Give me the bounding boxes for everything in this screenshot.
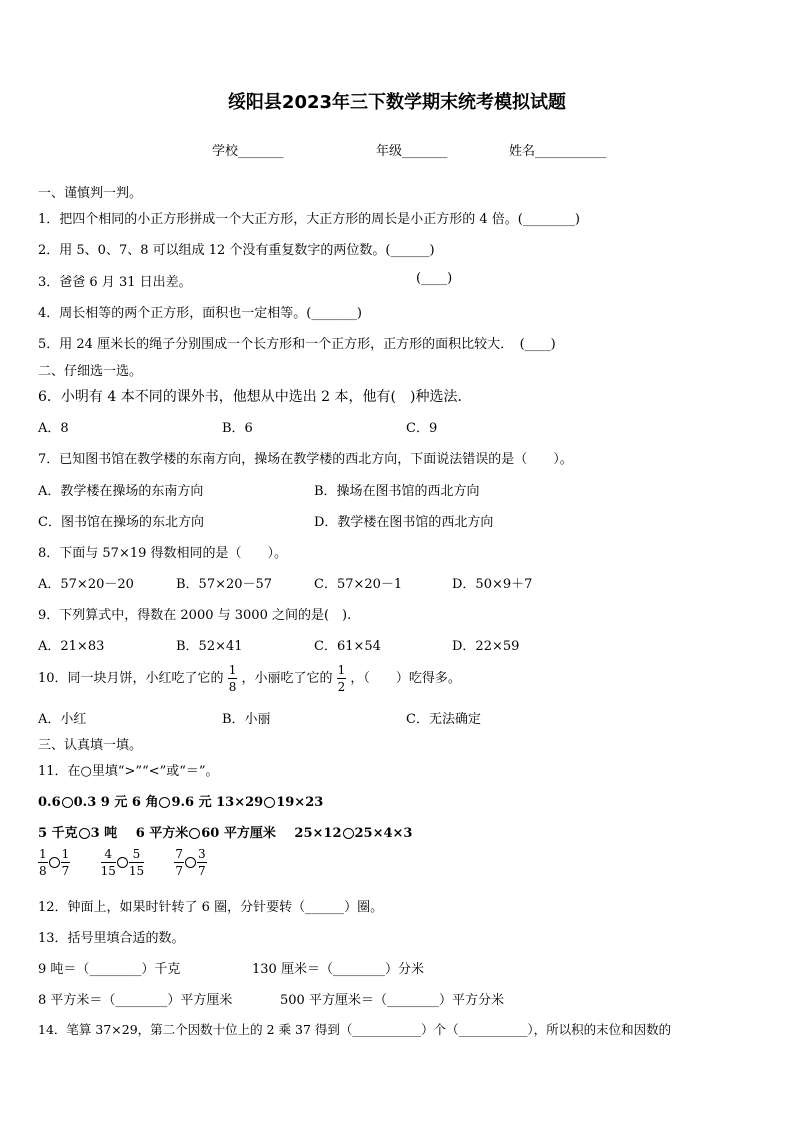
question-7: 7．已知图书馆在教学楼的东南方向，操场在教学楼的西北方向，下面说法错误的是（ ）。 [38,452,573,467]
question-6: 6．小明有 4 本不同的课外书，他想从中选出 2 本，他有( )种选法． [38,389,472,405]
compare-left: 0.6 [38,795,61,810]
compare-right: 0.3 [73,795,97,810]
question-5: 5．用 24 厘米长的绳子分别围成一个长方形和一个正方形，正方形的面积比较大． (____) [38,337,556,352]
question-9: 9．下列算式中，得数在 2000 与 3000 之间的是( ). [38,608,352,623]
compare-right: 19×23 [276,795,324,810]
question-3: 3．爸爸 6 月 31 日出差。 [38,275,192,290]
question-10 [38,664,461,693]
fraction-one-eighth [228,664,238,693]
fraction-denominator: 7 [198,864,206,878]
q13-blank-1: 9 吨＝（________）千克 [38,962,181,977]
page-title: 绥阳县2023年三下数学期末统考模拟试题 [227,92,567,113]
fraction-numerator: 1 [39,847,47,861]
grade-field: 年级_______ [376,144,448,159]
q7-option-c: C．图书馆在操场的东北方向 [38,515,204,530]
question-14: 14．笔算 37×29，第二个因数十位上的 2 乘 37 得到（___________）个（___________），所以积的末位和因数的 [38,1022,672,1037]
school-field: 学校_______ [212,144,284,159]
question-3-blank: (____) [416,271,453,286]
compare-circle [185,857,196,868]
q13-blank-4: 500 平方厘米＝（________）平方分米 [280,993,504,1008]
q9-option-c: C．61×54 [314,639,381,654]
q8-option-a: A．57×20－20 [38,577,134,592]
fraction [197,848,207,877]
compare-circle [264,797,275,808]
q6-option-c: C．9 [406,421,438,436]
q7-option-b: B．操场在图书馆的西北方向 [314,484,480,499]
q8-option-d: D．50×9＋7 [452,577,533,592]
fraction-numerator: 4 [101,848,116,863]
compare-right: 60 平方厘米 [201,826,276,841]
q13-blank-2: 130 厘米＝（________）分米 [252,962,424,977]
fraction [101,848,116,877]
fraction-denominator: 15 [128,864,145,878]
q10-option-a: A．小红 [38,712,87,727]
q6-option-b: B．6 [222,421,253,436]
q7-option-d: D．教学楼在图书馆的西北方向 [314,515,494,530]
q10-text-mid: ，小丽吃了它的 [241,671,333,686]
compare-left: 5 千克 [38,826,78,841]
name-field: 姓名___________ [509,144,607,159]
fraction-numerator: 1 [61,847,70,861]
q13-blank-3: 8 平方米＝（________）平方厘米 [38,993,233,1008]
question-12: 12．钟面上，如果时针转了 6 圈，分针要转（______）圈。 [38,900,384,915]
q9-option-b: B．52×41 [176,639,243,654]
compare-left: 9 元 6 角 [100,795,159,810]
q8-option-b: B．57×20－57 [176,577,273,592]
fraction-denominator: 8 [228,680,237,694]
fraction-denominator: 15 [100,864,116,878]
q6-option-a: A．8 [38,421,69,436]
q11-row-1 [38,791,323,810]
compare-right: 25×4×3 [354,826,413,841]
fraction-denominator: 7 [61,864,70,878]
q10-text-start: 10．同一块月饼，小红吃了它的 [38,671,224,686]
fraction-numerator: 1 [228,663,237,677]
fraction [174,848,184,877]
q10-text-end: ，（ ）吃得多。 [350,671,461,686]
section-heading-3: 三、认真填一填。 [38,738,143,753]
fraction-numerator: 3 [198,847,206,861]
compare-right: 9.6 元 [171,795,212,810]
question-13: 13．括号里填合适的数。 [38,931,185,946]
compare-circle [49,857,60,868]
compare-circle [79,828,90,839]
fraction-denominator: 7 [175,864,184,878]
question-1: 1．把四个相同的小正方形拼成一个大正方形，大正方形的周长是小正方形的 4 倍。(________) [38,212,580,227]
compare-left: 6 平方米 [135,826,189,841]
fraction-numerator: 1 [337,663,346,677]
compare-left: 13×29 [216,795,264,810]
compare-circle [189,828,200,839]
fraction-one-half [337,664,347,693]
compare-left: 25×12 [294,826,342,841]
question-2: 2．用 5、0、7、8 可以组成 12 个没有重复数字的两位数。(______) [38,243,435,258]
question-4: 4．周长相等的两个正方形，面积也一定相等。(_______) [38,306,362,321]
q10-option-c: C．无法确定 [406,712,481,727]
compare-right: 3 吨 [90,826,118,841]
q11-row-2 [38,822,412,841]
fraction-numerator: 7 [175,847,184,861]
compare-circle [343,828,354,839]
q9-option-a: A．21×83 [38,639,105,654]
section-heading-2: 二、仔细选一选。 [38,364,143,379]
fraction-denominator: 2 [337,680,346,694]
fraction [61,848,71,877]
q8-option-c: C．57×20－1 [314,577,403,592]
fraction [129,848,144,877]
q9-option-d: D．22×59 [452,639,520,654]
compare-circle [117,857,128,868]
fraction-numerator: 5 [129,848,144,863]
fraction [38,848,48,877]
question-8: 8．下面与 57×19 得数相同的是（ ）。 [38,546,288,561]
q10-option-b: B．小丽 [222,712,271,727]
compare-circle [62,797,73,808]
compare-circle [159,797,170,808]
q7-option-a: A．教学楼在操场的东南方向 [38,484,204,499]
q11-row-3 [38,848,207,877]
question-11: 11．在○里填“>”“<”或“＝”。 [38,764,219,779]
fraction-denominator: 8 [39,864,47,878]
section-heading-1: 一、谨慎判一判。 [38,186,143,201]
